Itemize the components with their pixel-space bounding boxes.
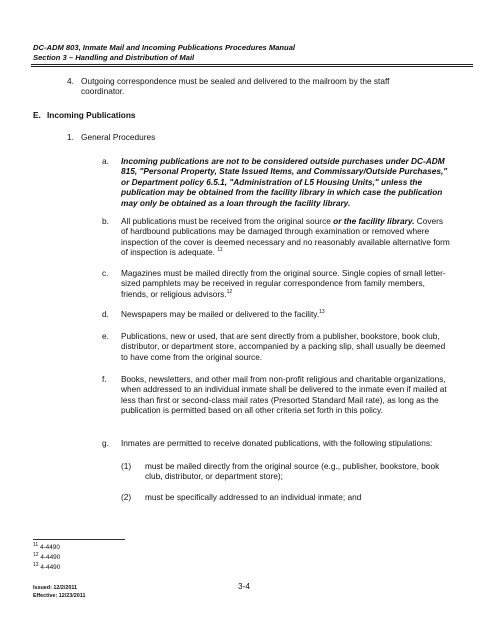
issued-date: Issued: 12/2/2011 xyxy=(33,585,78,591)
item-f-text: Books, newsletters, and other mail from non-profit religious and charitable organizations, when addressed to an individual inmate shall be delivered to the inmate even if mailed at less than first or second-class mail rates (Presorted Standard Mail rate), as long as the publication is permitted based on all other criteria set forth in this policy. xyxy=(121,374,447,416)
item-label: f. xyxy=(102,374,107,384)
document-title: DC-ADM 803, Inmate Mail and Incoming Publications Procedures Manual xyxy=(33,43,296,52)
section-label: E. xyxy=(33,110,41,120)
footnote-number: 12 xyxy=(33,551,39,558)
footnote xyxy=(33,541,60,551)
header-rule-2 xyxy=(31,66,473,67)
item-d-text-body: Newspapers may be mailed or delivered to the facility. xyxy=(121,309,320,319)
subitem-label: (1) xyxy=(121,461,132,471)
subitem-label: (2) xyxy=(121,492,132,502)
item-a-text: Incoming publications are not to be considered outside purchases under DC-ADM 815, "Personal Property, State Issued Items, and Commissary/Outside Purchases," or Department policy 6.5.1, "Administration of L5 Housing Units," unless the publication may be obtained from the facility library in which case the publication may only be obtained as a loan through the facility library. xyxy=(121,156,448,208)
item-g-text: Inmates are permitted to receive donated publications, with the following stipulations: xyxy=(121,438,433,448)
item-b-text-rest: Covers of hardbound publications may be damaged through examination or removed where inspection of the cover is deemed necessary and no reasonably available alternative form of inspection is adequate. xyxy=(121,216,450,258)
footnote xyxy=(33,561,61,571)
footnote-text: 4-4490 xyxy=(40,554,61,561)
footnote-text: 4-4490 xyxy=(40,564,61,571)
footnote-number: 11 xyxy=(33,541,39,548)
subsection-heading: General Procedures xyxy=(81,132,156,142)
item-g2-text: must be specifically addressed to an individual inmate; and xyxy=(145,492,362,502)
item-d-text xyxy=(121,309,451,319)
item-label: d. xyxy=(102,309,109,319)
footnote xyxy=(33,551,61,561)
footnote-rule xyxy=(33,539,125,540)
item-number: 4. xyxy=(67,76,74,86)
item-label: a. xyxy=(102,156,109,166)
item-label: c. xyxy=(102,268,109,278)
footnote-ref: 13 xyxy=(319,309,325,316)
footnote-ref: 11 xyxy=(217,247,223,254)
subsection-number: 1. xyxy=(67,132,74,142)
item-b-text xyxy=(121,216,451,258)
effective-date: Effective: 12/23/2011 xyxy=(33,593,86,599)
footnote-ref: 12 xyxy=(226,289,233,296)
footnote-number: 13 xyxy=(33,561,39,568)
item-label: b. xyxy=(102,216,109,226)
item-c-text-body: Magazines must be mailed directly from the original source. Single copies of small letter-sized pamphlets may be received in regular correspondence from family members, friends, or religious advisors. xyxy=(121,268,446,299)
item-b-text-bold: or the facility library. xyxy=(333,216,415,226)
item-e-text: Publications, new or used, that are sent directly from a publisher, bookstore, book club, distributor, or department store, accompanied by a packing slip, shall usually be deemed to have come from the original source. xyxy=(121,331,446,362)
item-label: e. xyxy=(102,331,109,341)
page-number: 3-4 xyxy=(238,581,250,591)
item-c-text xyxy=(121,268,451,299)
item-b-text-start: All publications must be received from the original source xyxy=(121,216,331,226)
item-4-text: Outgoing correspondence must be sealed and delivered to the mailroom by the staff coordinator. xyxy=(81,76,390,97)
item-g1-text: must be mailed directly from the original source (e.g., publisher, bookstore, book club, distributor, or department store); xyxy=(145,461,440,482)
item-label: g. xyxy=(102,438,109,448)
section-title: Section 3 – Handling and Distribution of Mail xyxy=(33,53,195,62)
header-rule xyxy=(31,64,473,65)
section-heading: Incoming Publications xyxy=(47,110,136,120)
footnote-text: 4-4490 xyxy=(39,544,60,551)
